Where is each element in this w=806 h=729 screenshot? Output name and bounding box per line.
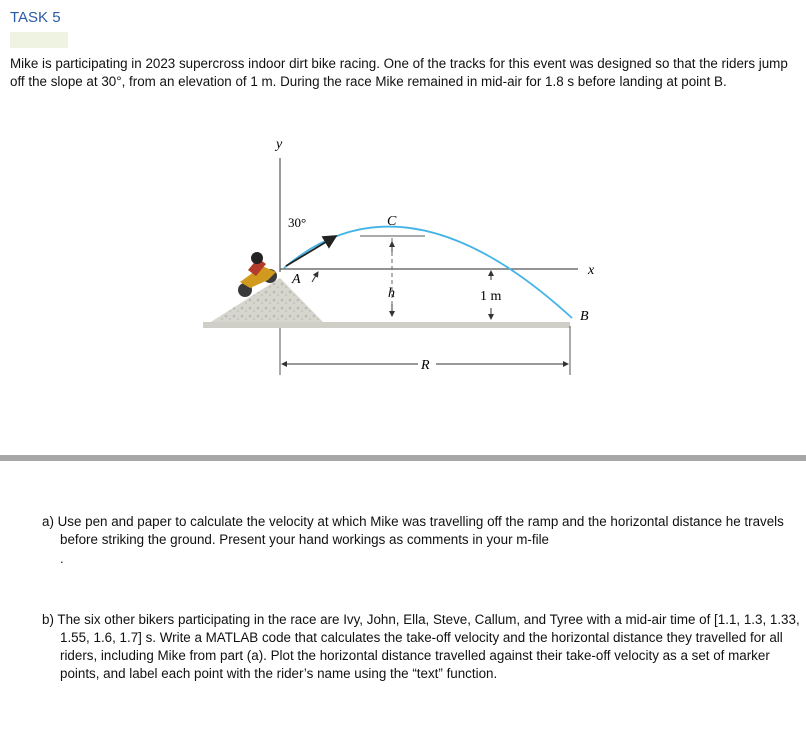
point-b-label: B: [580, 309, 589, 324]
question-b: b) The six other bikers participating in the race are Ivy, John, Ella, Steve, Callum, and Tyree with a mid-air time of [1.1, 1.3, 1.33, 1.55, 1.6, 1.7] s. Write a MATLAB code that calculates the take-off velocity and the horizontal distance they travelled for all riders, including Mike from part (a). Plot the horizontal distance travelled against their take-off velocity as a set of marker points, and label each point with the rider’s name using the “text” function.: [42, 612, 800, 681]
projectile-diagram: [0, 130, 806, 390]
velocity-arrow: [286, 236, 336, 266]
question-a-dot: .: [60, 551, 64, 566]
range-label: R: [421, 358, 430, 373]
point-a-arrow: [312, 272, 318, 282]
problem-statement: Mike is participating in 2023 supercross indoor dirt bike racing. One of the tracks for this event was designed so that the riders jump off the slope at 30°, from an elevation of 1 m. During the race Mike remained in mid-air for 1.8 s before landing at point B.: [10, 56, 788, 89]
x-axis-label: x: [588, 263, 595, 278]
elevation-label: 1 m: [480, 289, 502, 304]
section-divider: [0, 455, 806, 461]
question-a: a) Use pen and paper to calculate the velocity at which Mike was travelling off the ramp and the horizontal distance he travels before striking the ground. Present your hand workings as comments in your m-file: [42, 514, 784, 547]
angle-label: 30°: [288, 215, 307, 230]
h-label: h: [388, 286, 395, 301]
task-title: TASK 5: [10, 9, 61, 26]
ground-surface: [203, 322, 570, 328]
highlight-mark: [10, 32, 68, 48]
ramp-slope: [203, 278, 570, 327]
point-c-label: C: [387, 214, 397, 229]
y-axis-label: y: [276, 137, 283, 152]
point-a-label: A: [292, 272, 301, 287]
